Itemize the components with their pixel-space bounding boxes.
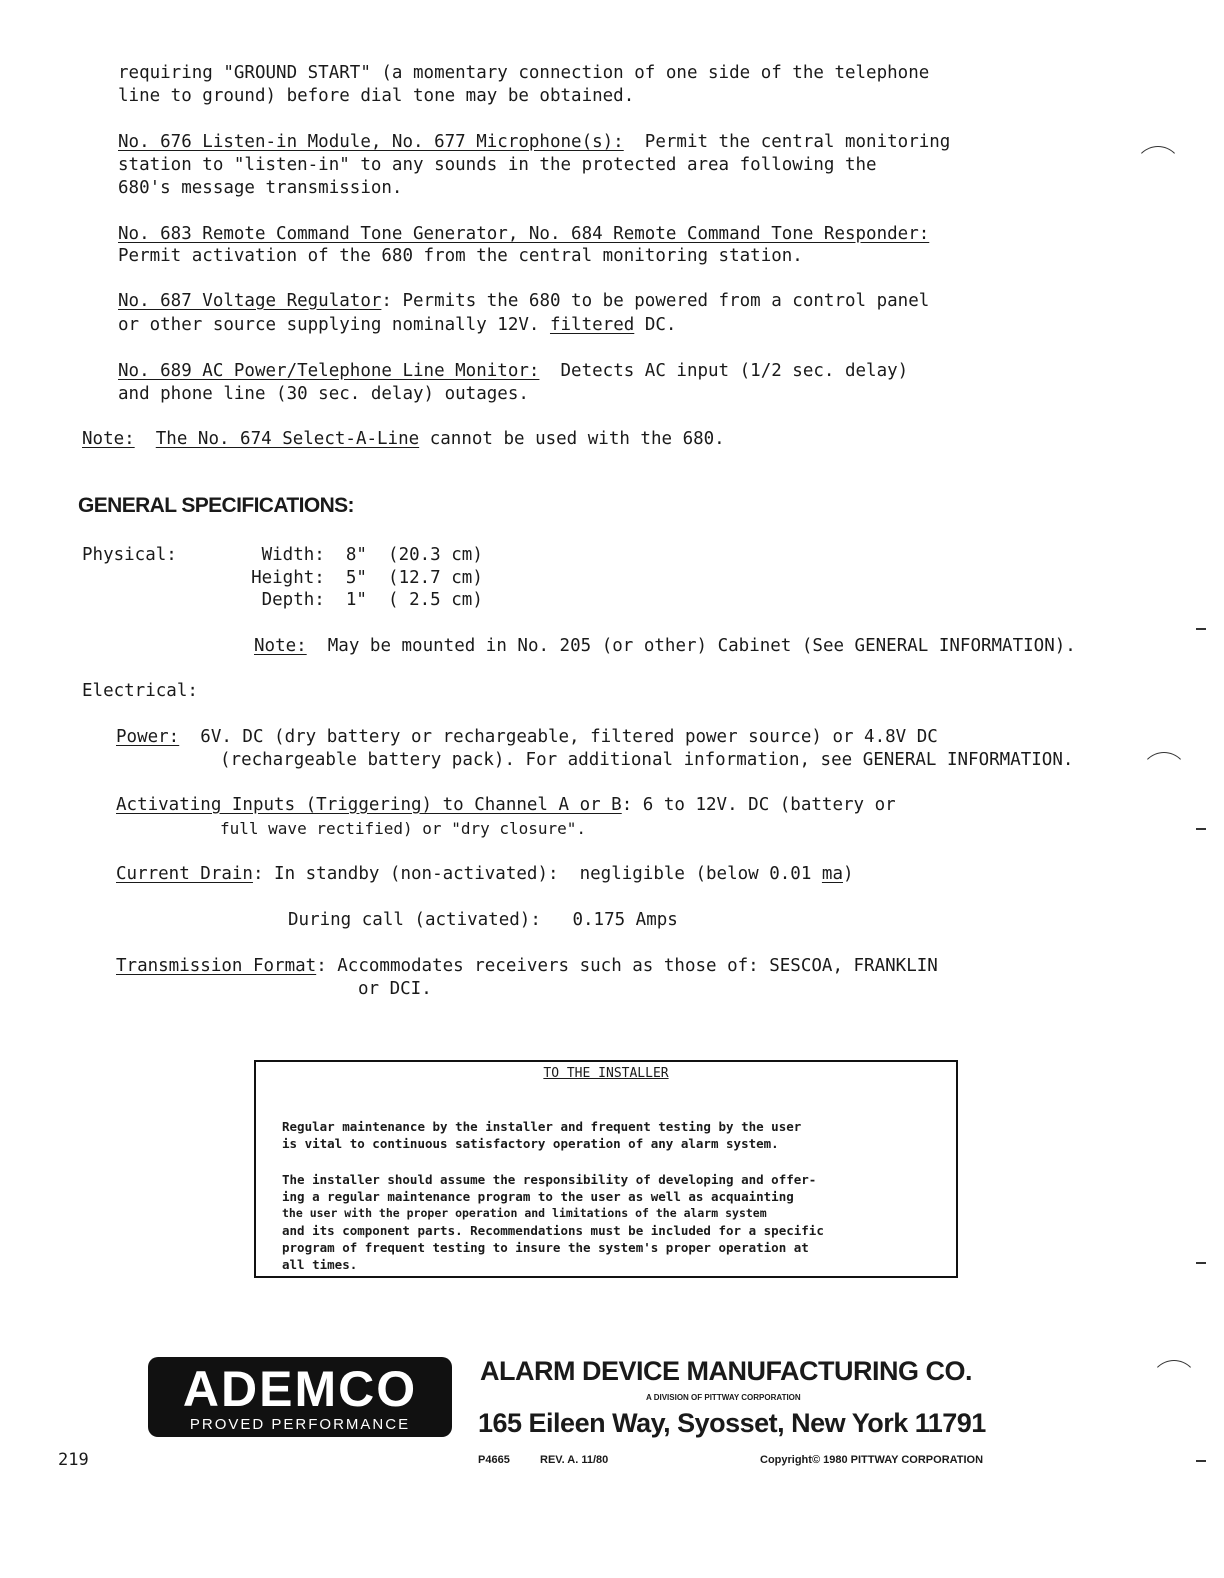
module-687-line-2 <box>118 314 676 337</box>
installer-p2-line-5: program of frequent testing to insure the system's proper operation at <box>282 1240 809 1255</box>
installer-notice-box <box>254 1060 958 1278</box>
binder-hole-mark <box>1150 1360 1198 1408</box>
module-687-line-2b: DC. <box>634 315 677 335</box>
activating-text: : 6 to 12V. DC (battery or <box>621 795 896 815</box>
electrical-label: Electrical: <box>82 681 198 701</box>
margin-mark <box>1196 1262 1206 1264</box>
module-676-title: No. 676 Listen-in Module, No. 677 Microphone(s): <box>118 132 624 152</box>
module-676-desc: Permit the central monitoring <box>623 132 951 152</box>
activating-line-1 <box>116 794 896 817</box>
copyright: Copyright© 1980 PITTWAY CORPORATION <box>760 1454 984 1466</box>
company-division: A DIVISION OF PITTWAY CORPORATION <box>646 1393 801 1402</box>
module-683-line-2: Permit activation of the 680 from the central monitoring station. <box>118 246 803 266</box>
note-674 <box>82 428 725 451</box>
binder-hole-mark <box>1134 146 1182 194</box>
physical-label: Physical: <box>82 545 177 565</box>
current-close: ) <box>843 864 854 884</box>
module-676-line-3: 680's message transmission. <box>118 178 403 198</box>
logo-wordmark: ADEMCO <box>182 1361 418 1417</box>
installer-p1-line-2: is vital to continuous satisfactory operation of any alarm system. <box>282 1136 779 1151</box>
margin-mark <box>1196 828 1206 830</box>
transmission-line-2: or DCI. <box>358 979 432 999</box>
note-674-module: The No. 674 Select-A-Line <box>155 429 420 449</box>
module-683-title: No. 683 Remote Command Tone Generator, No. 684 Remote Command Tone Responder: <box>118 224 930 244</box>
installer-p1-line-1: Regular maintenance by the installer and frequent testing by the user <box>282 1119 802 1134</box>
company-address: 165 Eileen Way, Syosset, New York 11791 <box>478 1408 986 1438</box>
page-number: 219 <box>58 1450 89 1470</box>
module-689-line-1 <box>118 360 908 383</box>
power-line-2: (rechargeable battery pack). For additional information, see GENERAL INFORMATION. <box>220 750 1074 770</box>
activating-label: Activating Inputs (Triggering) to Channel A or B <box>116 795 622 815</box>
installer-p2-line-3: the user with the proper operation and limitations of the alarm system <box>282 1206 767 1220</box>
power-label: Power: <box>116 727 180 747</box>
intro-line-1: requiring "GROUND START" (a momentary connection of one side of the telephone <box>118 63 930 83</box>
current-line-1 <box>116 863 854 886</box>
note-674-text: cannot be used with the 680. <box>419 429 725 449</box>
transmission-text: : Accommodates receivers such as those of: SESCOA, FRANKLIN <box>316 956 938 976</box>
installer-p2-line-2: ing a regular maintenance program to the user as well as acquainting <box>282 1189 794 1204</box>
module-687-line-1 <box>118 290 929 313</box>
module-687-title: No. 687 Voltage Regulator <box>118 291 382 311</box>
current-text: : In standby (non-activated): negligible (below 0.01 <box>252 864 822 884</box>
module-687-filtered: filtered <box>549 315 635 335</box>
installer-p2-line-6: all times. <box>282 1257 358 1272</box>
margin-mark <box>1196 628 1206 630</box>
installer-paragraph-1 <box>282 1118 942 1152</box>
activating-line-2: full wave rectified) or "dry closure". <box>220 819 587 838</box>
current-line-2: During call (activated): 0.175 Amps <box>288 910 678 930</box>
ademco-logo <box>148 1357 452 1437</box>
company-name: ALARM DEVICE MANUFACTURING CO. <box>480 1356 972 1386</box>
part-number: P4665 <box>478 1454 510 1466</box>
module-689-line-2: and phone line (30 sec. delay) outages. <box>118 384 529 404</box>
power-line-1 <box>116 726 938 749</box>
margin-mark <box>1196 1460 1206 1462</box>
transmission-line-1 <box>116 955 938 978</box>
module-689-desc: Detects AC input (1/2 sec. delay) <box>539 361 909 381</box>
note-label: Note: <box>82 429 135 449</box>
installer-box-title: TO THE INSTALLER <box>543 1066 669 1081</box>
cabinet-note-label: Note: <box>254 636 307 656</box>
cabinet-note-text: May be mounted in No. 205 (or other) Cabinet (See GENERAL INFORMATION). <box>306 636 1076 656</box>
logo-tagline: PROVED PERFORMANCE <box>189 1416 411 1433</box>
module-676-line-2: station to "listen-in" to any sounds in the protected area following the <box>118 155 877 175</box>
module-683-line-1 <box>118 223 929 246</box>
binder-hole-mark <box>1140 752 1188 800</box>
module-689-title: No. 689 AC Power/Telephone Line Monitor: <box>118 361 540 381</box>
installer-paragraph-2 <box>282 1171 942 1273</box>
cabinet-note <box>254 635 1076 658</box>
installer-p2-line-4: and its component parts. Recommendations must be included for a specific <box>282 1223 824 1238</box>
spec-width: Width: 8" (20.3 cm) <box>230 545 483 565</box>
module-687-desc: : Permits the 680 to be powered from a control panel <box>381 291 930 311</box>
module-687-line-2a: or other source supplying nominally 12V. <box>118 315 550 335</box>
installer-p2-line-1: The installer should assume the responsibility of developing and offer- <box>282 1172 817 1187</box>
module-676-line-1 <box>118 131 950 154</box>
current-label: Current Drain <box>116 864 253 884</box>
revision: REV. A. 11/80 <box>540 1454 609 1466</box>
transmission-label: Transmission Format <box>116 956 317 976</box>
intro-line-2: line to ground) before dial tone may be obtained. <box>118 86 635 106</box>
power-text: 6V. DC (dry battery or rechargeable, filtered power source) or 4.8V DC <box>179 727 938 747</box>
general-specs-heading: GENERAL SPECIFICATIONS: <box>78 494 354 517</box>
spec-height: Height: 5" (12.7 cm) <box>230 568 483 588</box>
current-unit: ma <box>821 864 843 884</box>
spec-depth: Depth: 1" ( 2.5 cm) <box>230 590 483 610</box>
